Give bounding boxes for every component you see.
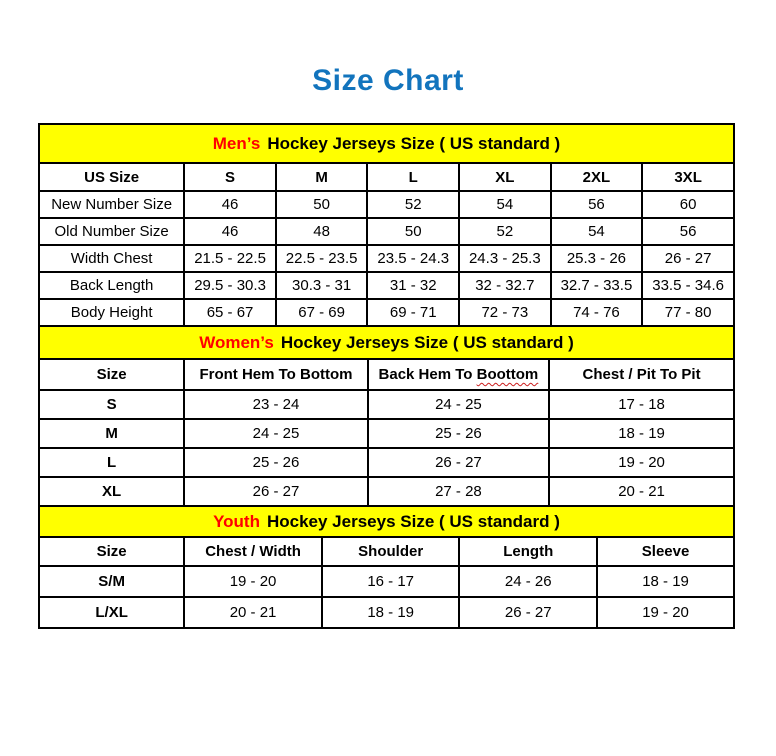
table-cell: 74 - 76 [551, 299, 643, 326]
table-cell: 24 - 26 [459, 566, 597, 597]
youth-header-row [39, 537, 734, 566]
womens-column-header [368, 359, 549, 390]
misspelled-word: Boottom [476, 366, 539, 383]
mens-column-header: XL [459, 163, 551, 191]
table-cell: 72 - 73 [459, 299, 551, 326]
mens-size-section [38, 123, 735, 327]
table-cell: XL [39, 477, 184, 506]
youth-size-table [38, 536, 735, 629]
womens-highlight-label: Women’s [199, 332, 274, 352]
table-cell: 26 - 27 [459, 597, 597, 628]
table-cell: 60 [642, 191, 734, 218]
table-cell: 29.5 - 30.3 [184, 272, 276, 299]
table-cell: 22.5 - 23.5 [276, 245, 368, 272]
table-cell: Body Height [39, 299, 184, 326]
mens-column-header: US Size [39, 163, 184, 191]
mens-table-row [39, 245, 734, 272]
mens-column-header: 2XL [551, 163, 643, 191]
table-cell: 16 - 17 [322, 566, 460, 597]
mens-column-header: M [276, 163, 368, 191]
table-cell: Back Length [39, 272, 184, 299]
womens-size-section [38, 325, 735, 507]
size-chart-sheet [38, 123, 735, 629]
table-cell: 46 [184, 191, 276, 218]
table-cell: 50 [367, 218, 459, 245]
table-cell: S/M [39, 566, 184, 597]
table-cell: 67 - 69 [276, 299, 368, 326]
youth-column-header: Length [459, 537, 597, 566]
table-cell: 18 - 19 [322, 597, 460, 628]
mens-header-row [39, 163, 734, 191]
table-cell: 46 [184, 218, 276, 245]
table-cell: 18 - 19 [597, 566, 734, 597]
table-cell: 24 - 25 [368, 390, 549, 419]
table-cell: 25.3 - 26 [551, 245, 643, 272]
page-title: Size Chart [312, 64, 464, 97]
table-cell: 21.5 - 22.5 [184, 245, 276, 272]
table-cell: 54 [459, 191, 551, 218]
table-cell: 24.3 - 25.3 [459, 245, 551, 272]
mens-size-table [38, 162, 735, 327]
table-cell: 32 - 32.7 [459, 272, 551, 299]
table-cell: 52 [367, 191, 459, 218]
youth-table-row [39, 597, 734, 628]
table-cell: 33.5 - 34.6 [642, 272, 734, 299]
table-cell: M [39, 419, 184, 448]
table-cell: 25 - 26 [184, 448, 367, 477]
table-cell: 20 - 21 [184, 597, 322, 628]
table-cell: 65 - 67 [184, 299, 276, 326]
table-cell: 69 - 71 [367, 299, 459, 326]
table-cell: 26 - 27 [368, 448, 549, 477]
table-cell: 77 - 80 [642, 299, 734, 326]
youth-size-section [38, 505, 735, 629]
table-cell: 20 - 21 [549, 477, 734, 506]
mens-column-header: 3XL [642, 163, 734, 191]
womens-size-table [38, 358, 735, 507]
mens-table-row [39, 218, 734, 245]
table-cell: Width Chest [39, 245, 184, 272]
mens-section-header [38, 123, 735, 162]
table-cell: 23 - 24 [184, 390, 367, 419]
mens-table-row [39, 191, 734, 218]
youth-column-header: Chest / Width [184, 537, 322, 566]
womens-header-row [39, 359, 734, 390]
mens-band-text: Hockey Jerseys Size ( US standard ) [267, 133, 561, 153]
table-cell: 23.5 - 24.3 [367, 245, 459, 272]
table-cell: L [39, 448, 184, 477]
youth-band-text: Hockey Jerseys Size ( US standard ) [266, 511, 560, 531]
table-cell: 48 [276, 218, 368, 245]
mens-column-header: S [184, 163, 276, 191]
table-cell: 18 - 19 [549, 419, 734, 448]
mens-table-row [39, 299, 734, 326]
table-cell: 50 [276, 191, 368, 218]
table-cell: L/XL [39, 597, 184, 628]
womens-table-row [39, 419, 734, 448]
youth-column-header: Sleeve [597, 537, 734, 566]
mens-column-header: L [367, 163, 459, 191]
youth-section-header [38, 505, 735, 536]
table-cell: 19 - 20 [549, 448, 734, 477]
table-cell: 25 - 26 [368, 419, 549, 448]
table-cell: 17 - 18 [549, 390, 734, 419]
table-cell: 52 [459, 218, 551, 245]
table-cell: 31 - 32 [367, 272, 459, 299]
womens-section-header [38, 325, 735, 358]
column-header-text: Back Hem To [378, 366, 477, 383]
womens-column-header: Front Hem To Bottom [184, 359, 367, 390]
mens-highlight-label: Men’s [212, 133, 261, 153]
youth-table-row [39, 566, 734, 597]
table-cell: 54 [551, 218, 643, 245]
table-cell: 19 - 20 [597, 597, 734, 628]
youth-column-header: Size [39, 537, 184, 566]
mens-table-row [39, 272, 734, 299]
table-cell: 26 - 27 [642, 245, 734, 272]
table-cell: 27 - 28 [368, 477, 549, 506]
womens-table-row [39, 477, 734, 506]
table-cell: S [39, 390, 184, 419]
table-cell: 30.3 - 31 [276, 272, 368, 299]
table-cell: 56 [551, 191, 643, 218]
womens-table-row [39, 390, 734, 419]
table-cell: New Number Size [39, 191, 184, 218]
youth-column-header: Shoulder [322, 537, 460, 566]
youth-highlight-label: Youth [213, 511, 260, 531]
table-cell: 56 [642, 218, 734, 245]
table-cell: 19 - 20 [184, 566, 322, 597]
womens-column-header: Size [39, 359, 184, 390]
womens-table-row [39, 448, 734, 477]
table-cell: 26 - 27 [184, 477, 367, 506]
table-cell: Old Number Size [39, 218, 184, 245]
table-cell: 32.7 - 33.5 [551, 272, 643, 299]
table-cell: 24 - 25 [184, 419, 367, 448]
womens-column-header: Chest / Pit To Pit [549, 359, 734, 390]
womens-band-text: Hockey Jerseys Size ( US standard ) [280, 332, 574, 352]
